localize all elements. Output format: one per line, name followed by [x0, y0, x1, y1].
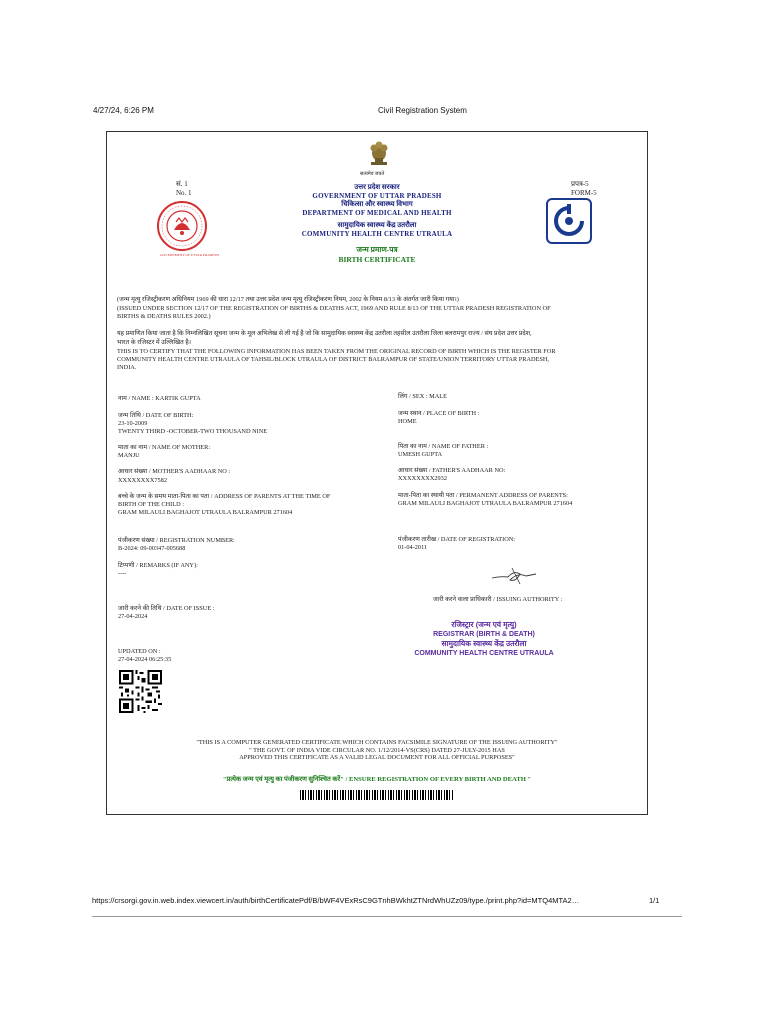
signature-icon — [490, 564, 540, 586]
issue-date-value: 27-04-2024 — [118, 613, 148, 620]
mother-aadhaar-label: आधार संख्या / MOTHER'S AADHAAR NO : — [118, 468, 231, 475]
print-url: https://crsorgi.gov.in.web.index.viewcert.in/auth/birthCertificatePdf/B/bWF4VExRsC9GTnhBWkhtZTNrdWhUZz09/type./print.php?id=MTQ4MTA2… — [92, 896, 580, 905]
issued-under-en-1: (ISSUED UNDER SECTION 12/17 OF THE REGISTRATION OF BIRTHS & DEATHS ACT, 1969 AND RULE 8/13 OF THE UTTAR PRADESH REGISTRATION OF — [117, 305, 551, 312]
serial-en: No. 1 — [176, 189, 192, 197]
print-page-number: 1/1 — [649, 896, 660, 905]
issue-date-label: जारी करने की तिथि / DATE OF ISSUE : — [118, 605, 215, 612]
note-circular: " THE GOVT. OF INDIA VIDE CIRCULAR NO. 1/12/2014-VS(CRS) DATED 27-JULY-2015 HAS — [249, 746, 505, 754]
certify-en-2: COMMUNITY HEALTH CENTRE UTRAULA OF TAHSIL/BLOCK UTRAULA OF DISTRICT BALRAMPUR OF STATE/UNION TERRITORY UTTAR PRADESH, — [117, 356, 550, 363]
national-emblem-icon — [366, 140, 392, 170]
department-en: DEPARTMENT OF MEDICAL AND HEALTH — [302, 209, 452, 217]
certify-en-1: THIS IS TO CERTIFY THAT THE FOLLOWING INFORMATION HAS BEEN TAKEN FROM THE ORIGINAL RECORD OF BIRTH WHICH IS THE REGISTER FOR — [117, 348, 556, 355]
certificate-title-en: BIRTH CERTIFICATE — [338, 255, 416, 264]
issuing-authority-label: जारी करने वाला प्राधिकारी / ISSUING AUTHORITY : — [433, 596, 563, 603]
certify-hi-1: यह प्रमाणित किया जाता है कि निम्नलिखित सूचना जन्म के मूल अभिलेख से ली गई है जो कि सामुदायिक स्वास्थ्य केंद्र उतरौला तहसील उतरौला जिला बलरामपुर राज्य / संघ प्रदेश उत्तर प्रदेश, — [117, 330, 532, 337]
remarks-value: ---- — [118, 570, 127, 577]
registrar-title-en: REGISTRAR (BIRTH & DEATH) — [433, 630, 535, 638]
registrar-title-hi: रजिस्ट्रार (जन्म एवं मृत्यु) — [451, 620, 517, 629]
permanent-address-label: माता-पिता का स्थायी पता / PERMANENT ADDRESS OF PARENTS: — [398, 492, 568, 499]
sex: लिंग / SEX : MALE — [398, 393, 447, 400]
state-name-hi: उत्तर प्रदेश सरकार — [354, 183, 400, 191]
note-computer-generated: "THIS IS A COMPUTER GENERATED CERTIFICATE WHICH CONTAINS FACSIMILE SIGNATURE OF THE ISSUING AUTHORITY" — [196, 739, 558, 746]
father-name-value: UMESH GUPTA — [398, 451, 443, 458]
emblem-motto: सत्यमेव जयते — [360, 172, 385, 177]
child-name: नाम / NAME : KARTIK GUPTA — [118, 395, 201, 402]
updated-label: UPDATED ON : — [118, 648, 161, 655]
place-of-birth-label: जन्म स्थान / PLACE OF BIRTH : — [398, 410, 480, 417]
mother-name-value: MANJU — [118, 452, 140, 459]
registration-date-value: 01-04-2011 — [398, 544, 428, 551]
permanent-address-value: GRAM MILAULI BAGHAJOT UTRAULA BALRAMPUR 271604 — [398, 500, 573, 507]
mother-aadhaar-value: XXXXXXXX7582 — [118, 477, 167, 484]
chc-name-hi: सामुदायिक स्वास्थ्य केंद्र उतरौला — [337, 221, 417, 229]
dob-value: 23-10-2009 — [118, 420, 148, 427]
remarks-label: टिप्पणी / REMARKS (IF ANY): — [118, 562, 198, 569]
crs-logo-icon — [546, 198, 592, 244]
father-aadhaar-label: आधार संख्या / FATHER'S AADHAAR NO: — [398, 467, 506, 474]
certificate-title-hi: जन्म प्रमाण-पत्र — [356, 245, 398, 254]
registration-number-label: पंजीकरण संख्या / REGISTRATION NUMBER: — [118, 537, 235, 544]
updated-value: 27-04-2024 06:25:35 — [118, 656, 172, 663]
certify-en-3: INDIA. — [117, 364, 137, 371]
note-approved: APPROVED THIS CERTIFICATE AS A VALID LEGAL DOCUMENT FOR ALL OFFICIAL PURPOSES" — [239, 754, 515, 761]
dob-words: TWENTY THIRD -OCTOBER-TWO THOUSAND NINE — [118, 428, 268, 435]
registration-date-label: पंजीकरण तारीख / DATE OF REGISTRATION: — [398, 536, 516, 543]
birth-address-label-2: BIRTH OF THE CHILD : — [118, 501, 184, 508]
registration-number-value: B-2024: 09-00347-005688 — [118, 545, 186, 552]
form-en: FORM-5 — [571, 189, 597, 197]
barcode — [300, 790, 454, 800]
state-name-en: GOVERNMENT OF UTTAR PRADESH — [312, 192, 442, 200]
registration-slogan: "प्रत्येक जन्म एवं मृत्यु का पंजीकरण सुनिश्चित करें" / ENSURE REGISTRATION OF EVERY BIRTH AND DEATH " — [222, 776, 532, 783]
qr-code — [119, 670, 162, 713]
footer-divider — [92, 916, 682, 917]
print-title: Civil Registration System — [378, 106, 467, 115]
birth-address-label-1: बच्चे के जन्म के समय माता-पिता का पता / ADDRESS OF PARENTS AT THE TIME OF — [118, 493, 331, 500]
registrar-office-en: COMMUNITY HEALTH CENTRE UTRAULA — [414, 649, 554, 657]
issued-under-hi: (जन्म मृत्यु रजिस्ट्रीकरण अधिनियम 1969 की धारा 12/17 तथा उत्तर प्रदेश जन्म मृत्यु रजिस्ट्रीकरण नियम, 2002 के नियम 8/13 के अंतर्गत जारी किया गया।) — [117, 296, 459, 303]
father-aadhaar-value: XXXXXXXX2932 — [398, 475, 447, 482]
department-hi: चिकित्सा और स्वास्थ्य विभाग — [341, 200, 413, 208]
registrar-office-hi: सामुदायिक स्वास्थ्य केंद्र उतरौला — [441, 639, 527, 648]
mother-name-label: माता का नाम / NAME OF MOTHER: — [118, 444, 211, 451]
place-of-birth-value: HOME — [398, 418, 417, 425]
dob-label: जन्म तिथि / DATE OF BIRTH: — [118, 412, 194, 419]
form-hi: प्रपत्र-5 — [571, 180, 589, 188]
serial-hi: सं. 1 — [176, 180, 188, 188]
print-datetime: 4/27/24, 6:26 PM — [93, 106, 154, 115]
chc-name-en: COMMUNITY HEALTH CENTRE UTRAULA — [301, 230, 453, 238]
certify-hi-2: भारत के रजिस्टर में उल्लिखित है। — [117, 339, 192, 346]
father-name-label: पिता का नाम / NAME OF FATHER : — [398, 443, 489, 450]
seal-text: GOVERNMENT OF UTTAR PRADESH — [160, 253, 219, 257]
birth-address-value: GRAM MILAULI BAGHAJOT UTRAULA BALRAMPUR 271604 — [118, 509, 293, 516]
issued-under-en-2: BIRTHS & DEATHS RULES 2002.) — [117, 313, 211, 320]
uttar-pradesh-seal-icon — [156, 200, 208, 252]
